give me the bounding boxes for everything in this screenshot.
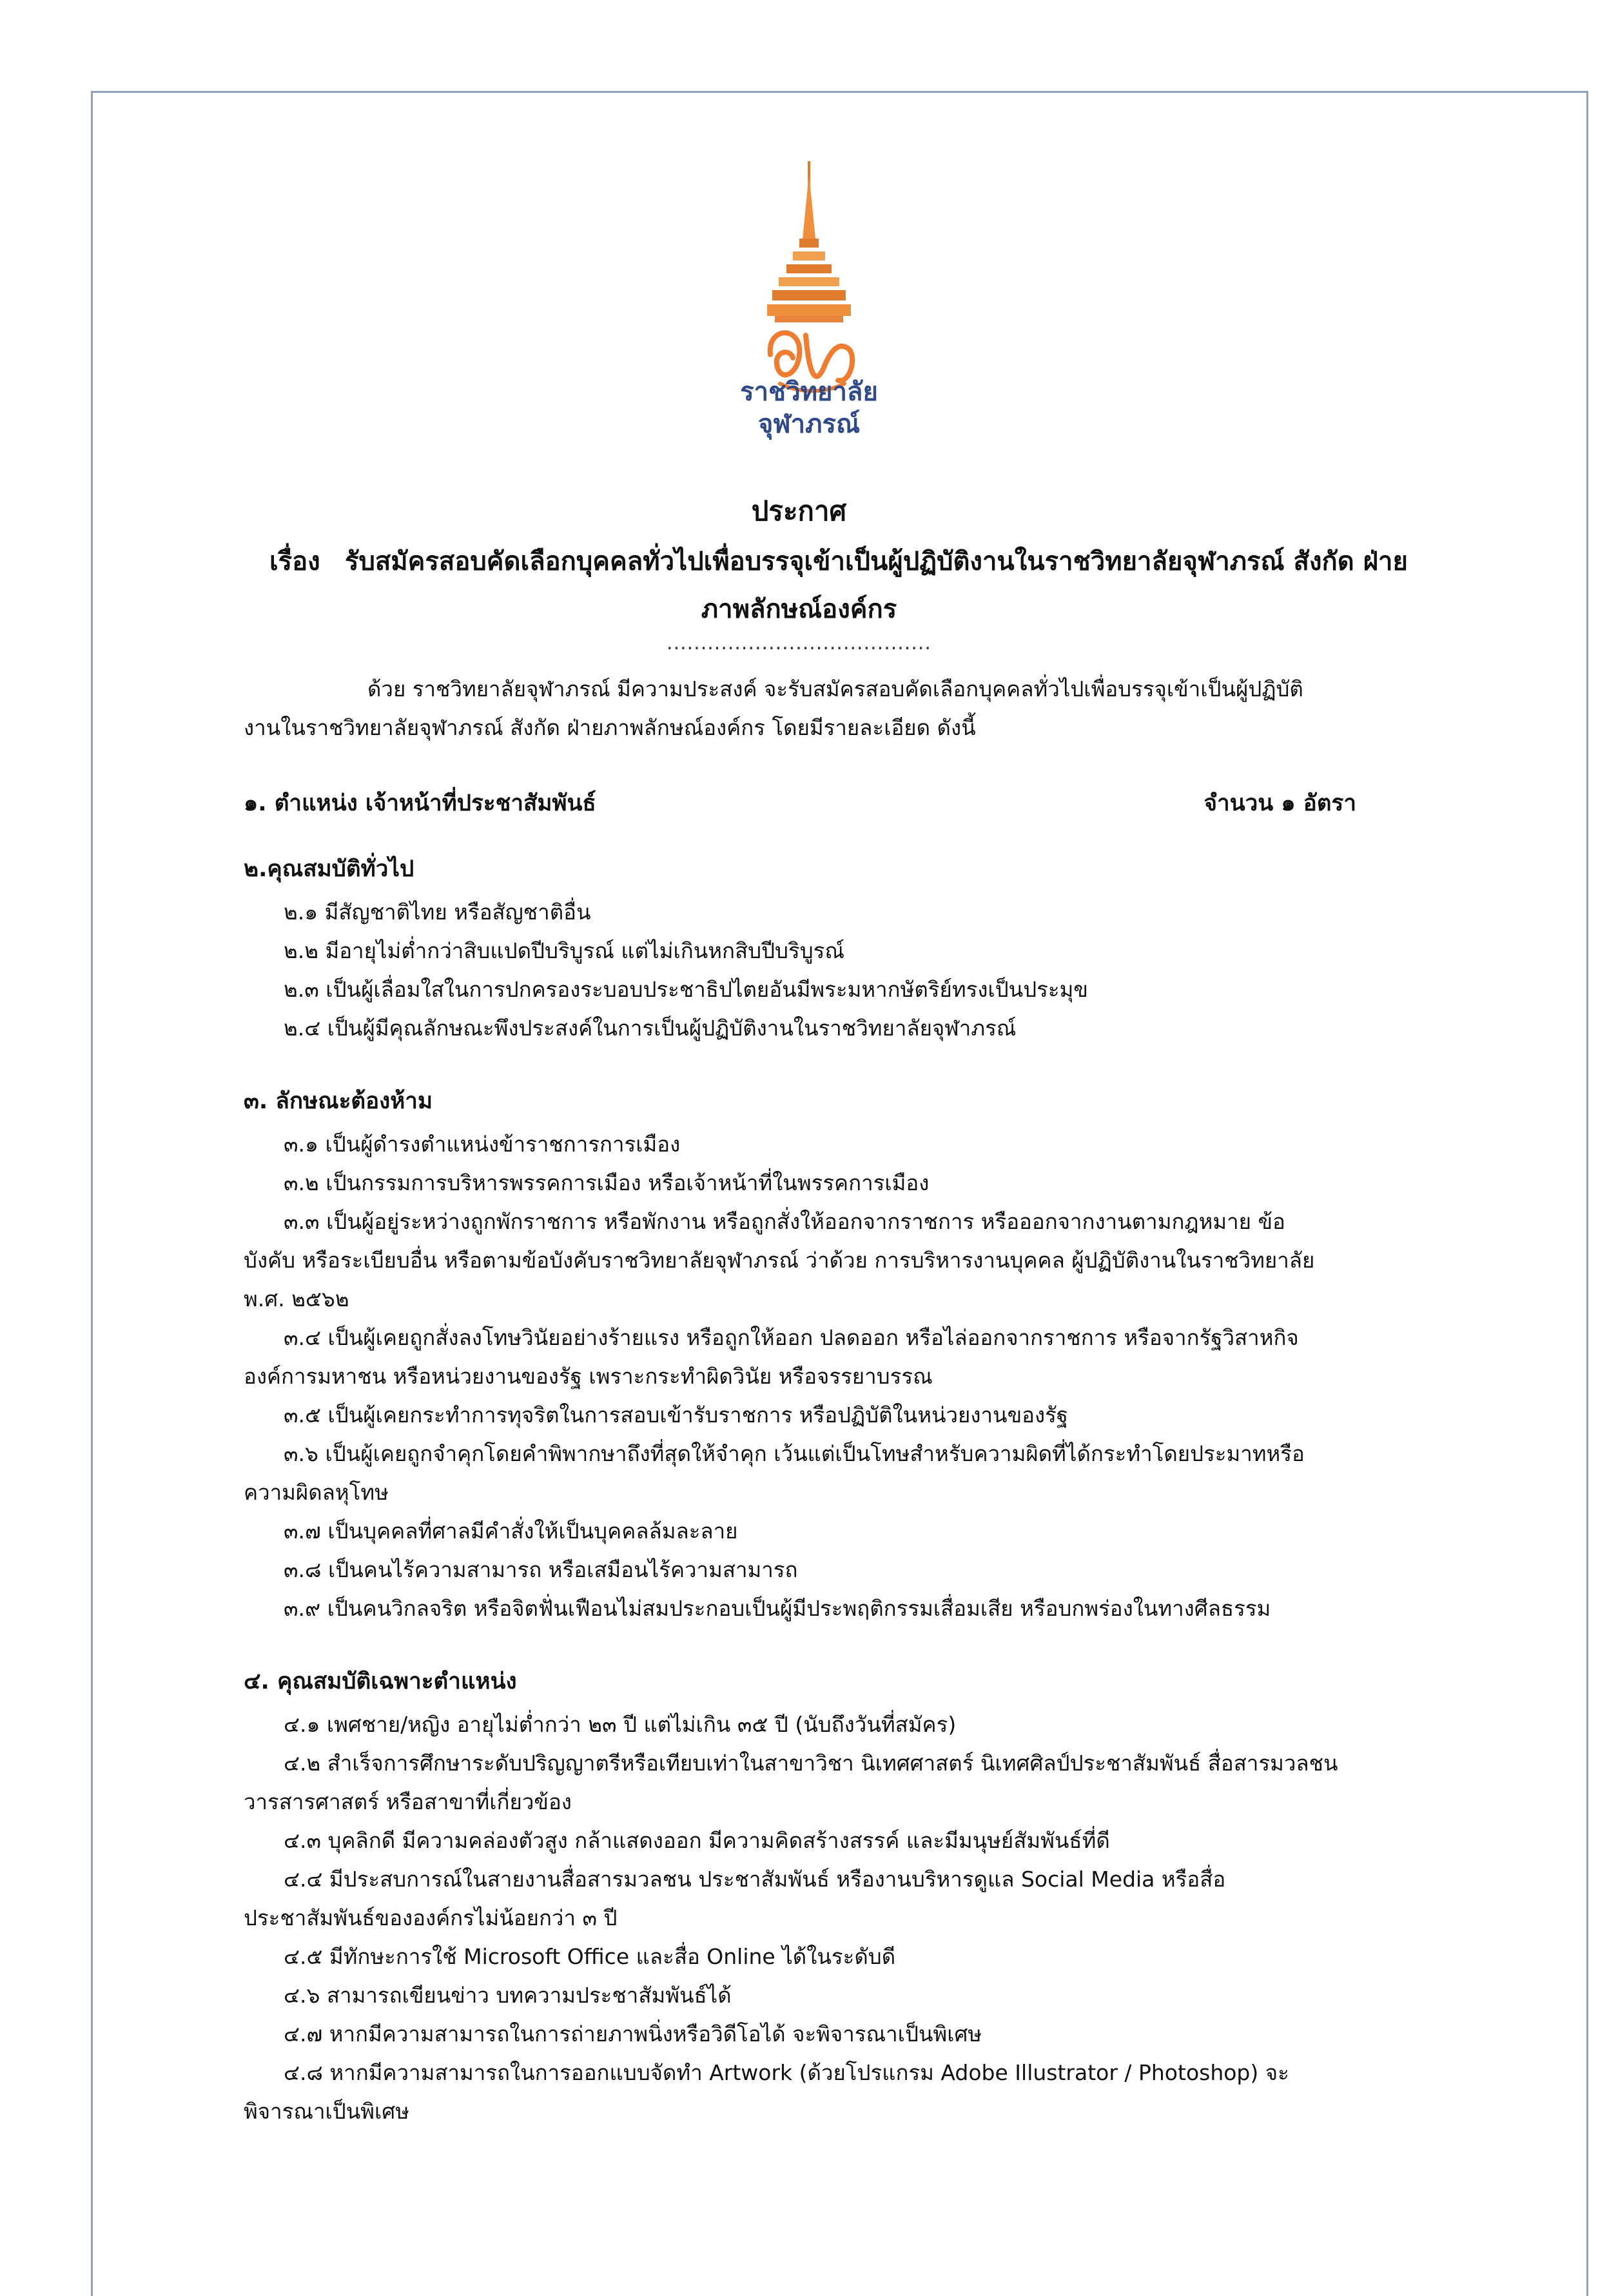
list-item: ๒.๑ มีสัญชาติไทย หรือสัญชาติอื่น — [284, 899, 591, 925]
intro-line-2: งานในราชวิทยาลัยจุฬาภรณ์ สังกัด ฝ่ายภาพลักษณ์องค์กร โดยมีรายละเอียด ดังนี้ — [244, 715, 976, 740]
position-count: จำนวน ๑ อัตรา — [1203, 790, 1356, 816]
list-item-continuation: บังคับ หรือระเบียบอื่น หรือตามข้อบังคับราชวิทยาลัยจุฬาภรณ์ ว่าด้วย การบริหารงานบุคคล ผู้ปฏิบัติงานในราชวิทยาลัย — [244, 1248, 1315, 1273]
list-item: ๔.๓ บุคลิกดี มีความคล่องตัวสูง กล้าแสดงออก มีความคิดสร้างสรรค์ และมีมนุษย์สัมพันธ์ที่ดี — [284, 1828, 1110, 1853]
list-item: ๔.๘ หากมีความสามารถในการออกแบบจัดทำ Artwork (ด้วยโปรแกรม Adobe Illustrator / Photoshop) จะ — [284, 2060, 1289, 2085]
announcement-title: ประกาศ — [751, 495, 847, 527]
logo-text-line2: จุฬาภรณ์ — [757, 409, 861, 439]
list-item-continuation: พิจารณาเป็นพิเศษ — [244, 2099, 410, 2124]
list-item-continuation: วารสารศาสตร์ หรือสาขาที่เกี่ยวข้อง — [244, 1789, 572, 1814]
list-item-continuation: ประชาสัมพันธ์ขององค์กรไม่น้อยกว่า ๓ ปี — [244, 1905, 618, 1930]
subject-line-1: รับสมัครสอบคัดเลือกบุคคลทั่วไปเพื่อบรรจุเข้าเป็นผู้ปฏิบัติงานในราชวิทยาลัยจุฬาภรณ์ สังกัด ฝ่าย — [345, 547, 1408, 576]
list-item: ๓.๔ เป็นผู้เคยถูกสั่งลงโทษวินัยอย่างร้ายแรง หรือถูกให้ออก ปลดออก หรือไล่ออกจากราชการ หรือจากรัฐวิสาหกิจ — [284, 1325, 1299, 1350]
dotted-separator: ....................................... — [667, 632, 931, 654]
position-heading: ๑. ตำแหน่ง เจ้าหน้าที่ประชาสัมพันธ์ — [244, 790, 596, 816]
list-item: ๓.๙ เป็นคนวิกลจริต หรือจิตฟั่นเฟือนไม่สมประกอบเป็นผู้มีประพฤติกรรมเสื่อมเสีย หรือบกพร่องในทางศีลธรรม — [284, 1596, 1271, 1621]
list-item: ๔.๔ มีประสบการณ์ในสายงานสื่อสารมวลชน ประชาสัมพันธ์ หรืองานบริหารดูแล Social Media หรือสื่อ — [284, 1867, 1226, 1892]
list-item-continuation: พ.ศ. ๒๕๖๒ — [244, 1286, 349, 1311]
general-qualifications-heading: ๒.คุณสมบัติทั่วไป — [244, 856, 414, 882]
logo-text-line1: ราชวิทยาลัย — [740, 377, 878, 407]
specific-qualifications-heading: ๔. คุณสมบัติเฉพาะตำแหน่ง — [244, 1669, 517, 1694]
list-item: ๓.๘ เป็นคนไร้ความสามารถ หรือเสมือนไร้ความสามารถ — [284, 1557, 798, 1582]
list-item: ๔.๒ สำเร็จการศึกษาระดับปริญญาตรีหรือเทียบเท่าในสาขาวิชา นิเทศศาสตร์ นิเทศศิลป์ประชาสัมพันธ์ สื่อสารมวลชน — [284, 1751, 1338, 1776]
list-item: ๔.๑ เพศชาย/หญิง อายุไม่ต่ำกว่า ๒๓ ปี แต่ไม่เกิน ๓๕ ปี (นับถึงวันที่สมัคร) — [284, 1712, 957, 1737]
list-item: ๓.๗ เป็นบุคคลที่ศาลมีคำสั่งให้เป็นบุคคลล้มละลาย — [284, 1518, 738, 1544]
list-item: ๓.๖ เป็นผู้เคยถูกจำคุกโดยคำพิพากษาถึงที่สุดให้จำคุก เว้นแต่เป็นโทษสำหรับความผิดที่ได้กระทำโดยประมาทหรือ — [284, 1441, 1305, 1466]
list-item: ๔.๖ สามารถเขียนข่าว บทความประชาสัมพันธ์ได้ — [284, 1983, 732, 2008]
list-item-continuation: ความผิดลหุโทษ — [244, 1480, 389, 1505]
subject-label: เรื่อง — [269, 547, 320, 576]
list-item: ๓.๓ เป็นผู้อยู่ระหว่างถูกพักราชการ หรือพักงาน หรือถูกสั่งให้ออกจากราชการ หรือออกจากงานตามกฎหมาย ข้อ — [284, 1209, 1285, 1234]
intro-line-1: ด้วย ราชวิทยาลัยจุฬาภรณ์ มีความประสงค์ จะรับสมัครสอบคัดเลือกบุคคลทั่วไปเพื่อบรรจุเข้าเป็นผู้ปฏิบัติ — [367, 676, 1303, 702]
list-item: ๒.๓ เป็นผู้เลื่อมใสในการปกครองระบอบประชาธิปไตยอันมีพระมหากษัตริย์ทรงเป็นประมุข — [284, 977, 1088, 1002]
subject-line-2: ภาพลักษณ์องค์กร — [701, 594, 897, 624]
list-item: ๒.๒ มีอายุไม่ต่ำกว่าสิบแปดปีบริบูรณ์ แต่ไม่เกินหกสิบปีบริบูรณ์ — [284, 938, 845, 963]
list-item-continuation: องค์การมหาชน หรือหน่วยงานของรัฐ เพราะกระทำผิดวินัย หรือจรรยาบรรณ — [244, 1364, 933, 1389]
prohibited-characteristics-heading: ๓. ลักษณะต้องห้าม — [244, 1088, 433, 1114]
list-item: ๓.๑ เป็นผู้ดำรงตำแหน่งข้าราชการการเมือง — [284, 1132, 681, 1157]
list-item: ๔.๕ มีทักษะการใช้ Microsoft Office และสื่อ Online ได้ในระดับดี — [284, 1944, 896, 1969]
list-item: ๔.๗ หากมีความสามารถในการถ่ายภาพนิ่งหรือวิดีโอได้ จะพิจารณาเป็นพิเศษ — [284, 2021, 982, 2046]
list-item: ๒.๔ เป็นผู้มีคุณลักษณะพึงประสงค์ในการเป็นผู้ปฏิบัติงานในราชวิทยาลัยจุฬาภรณ์ — [284, 1016, 1017, 1041]
list-item: ๓.๒ เป็นกรรมการบริหารพรรคการเมือง หรือเจ้าหน้าที่ในพรรคการเมือง — [284, 1170, 930, 1195]
list-item: ๓.๕ เป็นผู้เคยกระทำการทุจริตในการสอบเข้ารับราชการ หรือปฏิบัติในหน่วยงานของรัฐ — [284, 1402, 1069, 1428]
